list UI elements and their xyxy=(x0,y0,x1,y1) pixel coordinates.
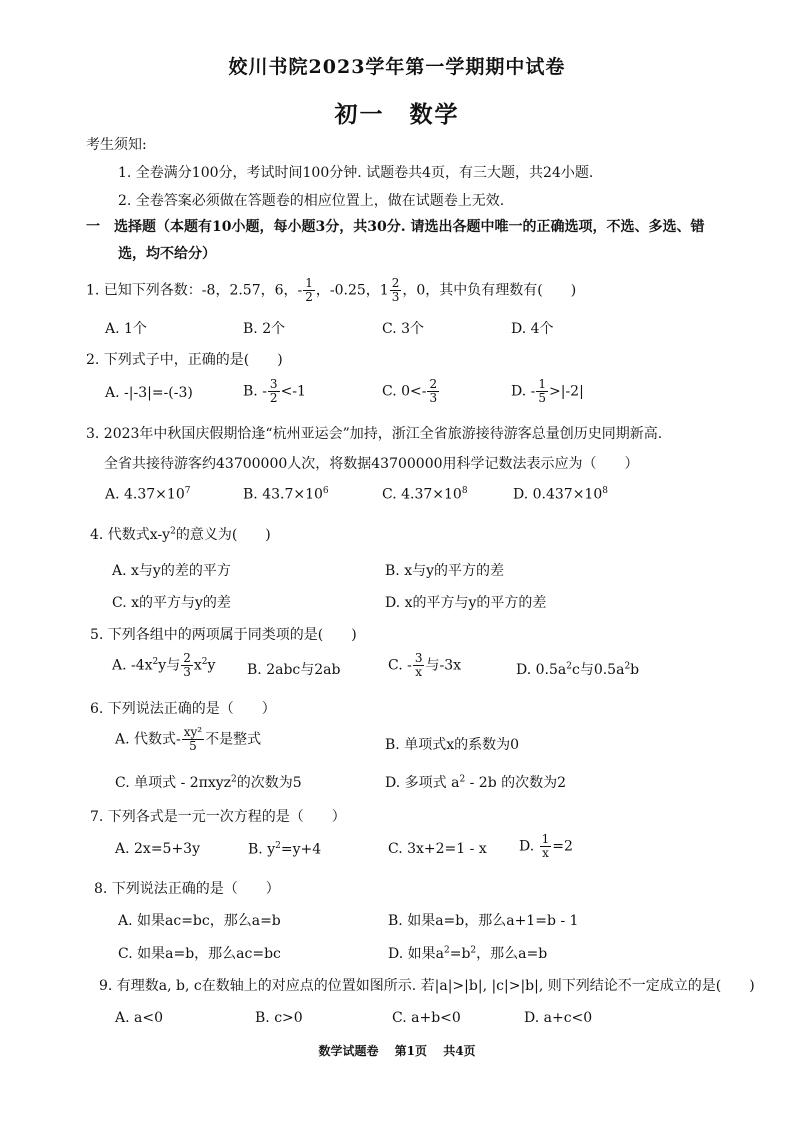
q1-option-c[interactable]: C. 3个 xyxy=(382,321,425,337)
q2-d-part: >|-2| xyxy=(549,383,584,400)
q7-option-d[interactable] xyxy=(519,833,573,860)
q8-d-exp: 2 xyxy=(443,945,450,956)
q4-option-a[interactable]: A. x与y的差的平方 xyxy=(112,563,231,579)
q6-a-num: xy² xyxy=(183,725,203,739)
q6-c-part: C. 单项式 - 2πxyz xyxy=(115,775,232,791)
q5-a-fraction xyxy=(181,652,193,679)
q1-frac2-num: 2 xyxy=(391,276,400,290)
q1-stem-part: 1. 已知下列各数：-8，2.57，6，- xyxy=(86,282,303,299)
q6-a-den: 5 xyxy=(189,739,197,753)
question-3-stem-line-2: 全省共接待游客约43700000人次，将数据43700000用科学记数法表示应为（ ） xyxy=(104,456,639,472)
exam-subtitle: 初一 数学 xyxy=(334,101,460,128)
q2-c-num: 2 xyxy=(429,377,438,391)
q5-d-exp: 2 xyxy=(566,661,572,672)
q6-d-part: - 2b 的次数为2 xyxy=(465,775,567,791)
q2-d-fraction xyxy=(536,378,548,405)
question-2-stem: 2. 下列式子中，正确的是( ) xyxy=(86,352,283,368)
question-8-stem: 8. 下列说法正确的是（ ） xyxy=(94,881,280,897)
q7-option-a[interactable]: A. 2x=5+3y xyxy=(115,841,200,857)
footer-page-number: 第1页 xyxy=(394,1044,427,1058)
notice-item-1: 1. 全卷满分100分，考试时间100分钟. 试题卷共4页，有三大题，共24小题. xyxy=(118,165,594,181)
q5-a-part: y与 xyxy=(158,657,181,674)
q9-option-b[interactable]: B. c>0 xyxy=(255,1010,303,1026)
q6-c-exp: 2 xyxy=(231,774,237,785)
q7-b-exp: 2 xyxy=(275,841,281,851)
page-footer xyxy=(0,1042,794,1059)
q5-option-b[interactable]: B. 2abc与2ab xyxy=(247,662,341,678)
q8-d-part: ，那么a=b xyxy=(476,946,548,962)
q4-option-c[interactable]: C. x的平方与y的差 xyxy=(112,595,231,611)
q5-a-num: 2 xyxy=(183,651,191,665)
q2-option-d[interactable] xyxy=(511,378,584,405)
q3-d-base: D. 0.437×10 xyxy=(513,486,603,503)
q2-b-den: 2 xyxy=(269,391,278,405)
q6-option-a[interactable] xyxy=(115,726,261,753)
q5-a-exp: 2 xyxy=(152,656,159,667)
notice-heading: 考生须知: xyxy=(86,137,147,153)
question-4-stem xyxy=(90,524,271,544)
q3-option-c[interactable] xyxy=(382,486,468,503)
question-6-stem: 6. 下列说法正确的是（ ） xyxy=(90,701,276,717)
q2-c-fraction xyxy=(427,378,439,405)
q9-option-c[interactable]: C. a+b<0 xyxy=(392,1010,461,1026)
question-9-stem: 9. 有理数a, b, c在数轴上的对应点的位置如图所示. 若|a|>|b|, |c|>|b|, 则下列结论不一定成立的是( ) xyxy=(99,978,755,994)
exam-title: 姣川书院2023学年第一学期期中试卷 xyxy=(228,56,566,78)
q1-frac1-den: 2 xyxy=(305,290,313,304)
q7-d-den: x xyxy=(542,846,549,860)
q8-option-d[interactable] xyxy=(388,943,547,963)
q5-option-d[interactable] xyxy=(516,659,639,679)
q5-c-fraction xyxy=(413,652,425,679)
q1-frac1-num: 1 xyxy=(305,276,313,290)
q6-option-d[interactable] xyxy=(385,772,566,792)
q6-a-part: A. 代数式- xyxy=(115,731,181,748)
q7-b-part: B. y xyxy=(248,841,276,858)
q1-option-a[interactable]: A. 1个 xyxy=(105,321,147,337)
q6-c-part: 的次数为5 xyxy=(236,775,302,791)
q5-d-part: c与0.5a xyxy=(571,662,625,678)
q2-d-part: D. - xyxy=(511,383,536,400)
q9-option-d[interactable]: D. a+c<0 xyxy=(524,1010,593,1026)
q2-option-b[interactable] xyxy=(243,378,306,405)
q1-option-d[interactable]: D. 4个 xyxy=(511,321,554,337)
q5-a-den: 3 xyxy=(183,665,191,679)
q2-b-num: 3 xyxy=(269,377,278,391)
q1-stem-part: ，-0.25，1 xyxy=(315,282,389,299)
q5-d-part: D. 0.5a xyxy=(516,662,567,678)
q2-b-part: B. - xyxy=(243,383,267,400)
q6-option-c[interactable] xyxy=(115,772,302,792)
q2-option-c[interactable] xyxy=(382,378,440,405)
q5-option-a[interactable] xyxy=(112,652,215,679)
q4-option-b[interactable]: B. x与y的平方的差 xyxy=(385,563,504,579)
q3-b-exp: 6 xyxy=(322,486,329,496)
q5-d-exp: 2 xyxy=(624,661,631,672)
q6-option-b[interactable]: B. 单项式x的系数为0 xyxy=(385,737,519,753)
q7-d-fraction xyxy=(540,833,552,860)
q4-option-d[interactable]: D. x的平方与y的平方的差 xyxy=(385,595,547,611)
q7-option-c[interactable]: C. 3x+2=1 - x xyxy=(388,841,487,857)
q2-c-part: C. 0<- xyxy=(382,383,427,400)
q7-d-part: D. xyxy=(519,838,539,855)
q3-a-exp: 7 xyxy=(184,486,191,496)
q6-a-fraction xyxy=(182,726,204,753)
q1-frac2-den: 3 xyxy=(391,290,400,304)
q6-d-part: D. 多项式 a xyxy=(385,775,460,791)
q3-option-a[interactable] xyxy=(105,486,190,503)
q3-option-b[interactable] xyxy=(243,486,329,503)
q5-a-part: A. -4x xyxy=(112,657,153,674)
q5-option-c[interactable] xyxy=(388,652,461,679)
footer-paper-name: 数学试题卷 xyxy=(318,1044,379,1058)
q5-a-exp: 2 xyxy=(201,656,208,667)
q7-d-part: =2 xyxy=(552,838,573,855)
q2-c-den: 3 xyxy=(429,391,438,405)
q3-c-exp: 8 xyxy=(461,486,468,496)
q3-c-base: C. 4.37×10 xyxy=(382,486,462,503)
q8-d-part: =b xyxy=(449,946,471,962)
footer-total-pages: 共4页 xyxy=(443,1044,476,1058)
q5-d-part: b xyxy=(630,662,640,678)
q1-fraction-1 xyxy=(303,277,315,304)
q3-b-base: B. 43.7×10 xyxy=(243,486,323,503)
q7-b-part: =y+4 xyxy=(280,841,322,858)
question-7-stem: 7. 下列各式是一元一次方程的是（ ） xyxy=(90,809,346,825)
q6-d-exp: 2 xyxy=(459,774,466,785)
notice-item-2: 2. 全卷答案必须做在答题卷的相应位置上，做在试题卷上无效. xyxy=(118,193,505,209)
q1-fraction-2 xyxy=(390,277,402,304)
q8-d-part: D. 如果a xyxy=(388,946,444,962)
q4-stem-exp: 2 xyxy=(170,526,176,537)
q3-d-exp: 8 xyxy=(602,486,608,496)
q5-c-num: 3 xyxy=(414,651,423,665)
question-5-stem: 5. 下列各组中的两项属于同类项的是( ) xyxy=(90,627,357,643)
q7-d-num: 1 xyxy=(541,832,550,846)
q4-stem-part: 的意义为( ) xyxy=(175,527,271,543)
section-1-heading-cont: 选，均不给分） xyxy=(118,246,216,262)
q5-c-part: 与-3x xyxy=(425,657,462,674)
q8-option-c[interactable]: C. 如果a=b，那么ac=bc xyxy=(118,946,281,962)
section-1-heading: 一 选择题（本题有10小题，每小题3分，共30分. 请选出各题中唯一的正确选项，不选、多选、错 xyxy=(86,219,705,235)
q3-a-base: A. 4.37×10 xyxy=(105,486,185,503)
q8-d-exp: 2 xyxy=(470,945,477,956)
q2-d-den: 5 xyxy=(538,391,546,405)
q2-b-part: <-1 xyxy=(280,383,306,400)
q3-option-d[interactable] xyxy=(513,486,608,503)
q5-c-den: x xyxy=(415,665,423,679)
q5-c-part: C. - xyxy=(388,657,412,674)
q1-stem-part: ，0，其中负有理数有( ) xyxy=(402,282,577,299)
q1-option-b[interactable]: B. 2个 xyxy=(243,321,286,337)
q8-option-a[interactable]: A. 如果ac=bc，那么a=b xyxy=(118,913,281,929)
q7-option-b[interactable] xyxy=(248,841,321,858)
q6-a-part: 不是整式 xyxy=(205,731,262,748)
q4-stem-part: 4. 代数式x-y xyxy=(90,527,171,543)
q2-d-num: 1 xyxy=(538,377,546,391)
q9-option-a[interactable]: A. a<0 xyxy=(115,1010,163,1026)
question-3-stem-line-1: 3. 2023年中秋国庆假期恰逢“杭州亚运会”加持，浙江全省旅游接待游客总量创历史同期新高. xyxy=(86,426,663,442)
q2-option-a[interactable]: A. -|-3|=-(-3) xyxy=(105,385,193,401)
q5-a-part: y xyxy=(207,657,216,674)
question-1-stem xyxy=(86,277,576,304)
q2-b-fraction xyxy=(268,378,280,405)
q8-option-b[interactable]: B. 如果a=b，那么a+1=b - 1 xyxy=(388,913,579,929)
q5-a-part: x xyxy=(193,657,202,674)
